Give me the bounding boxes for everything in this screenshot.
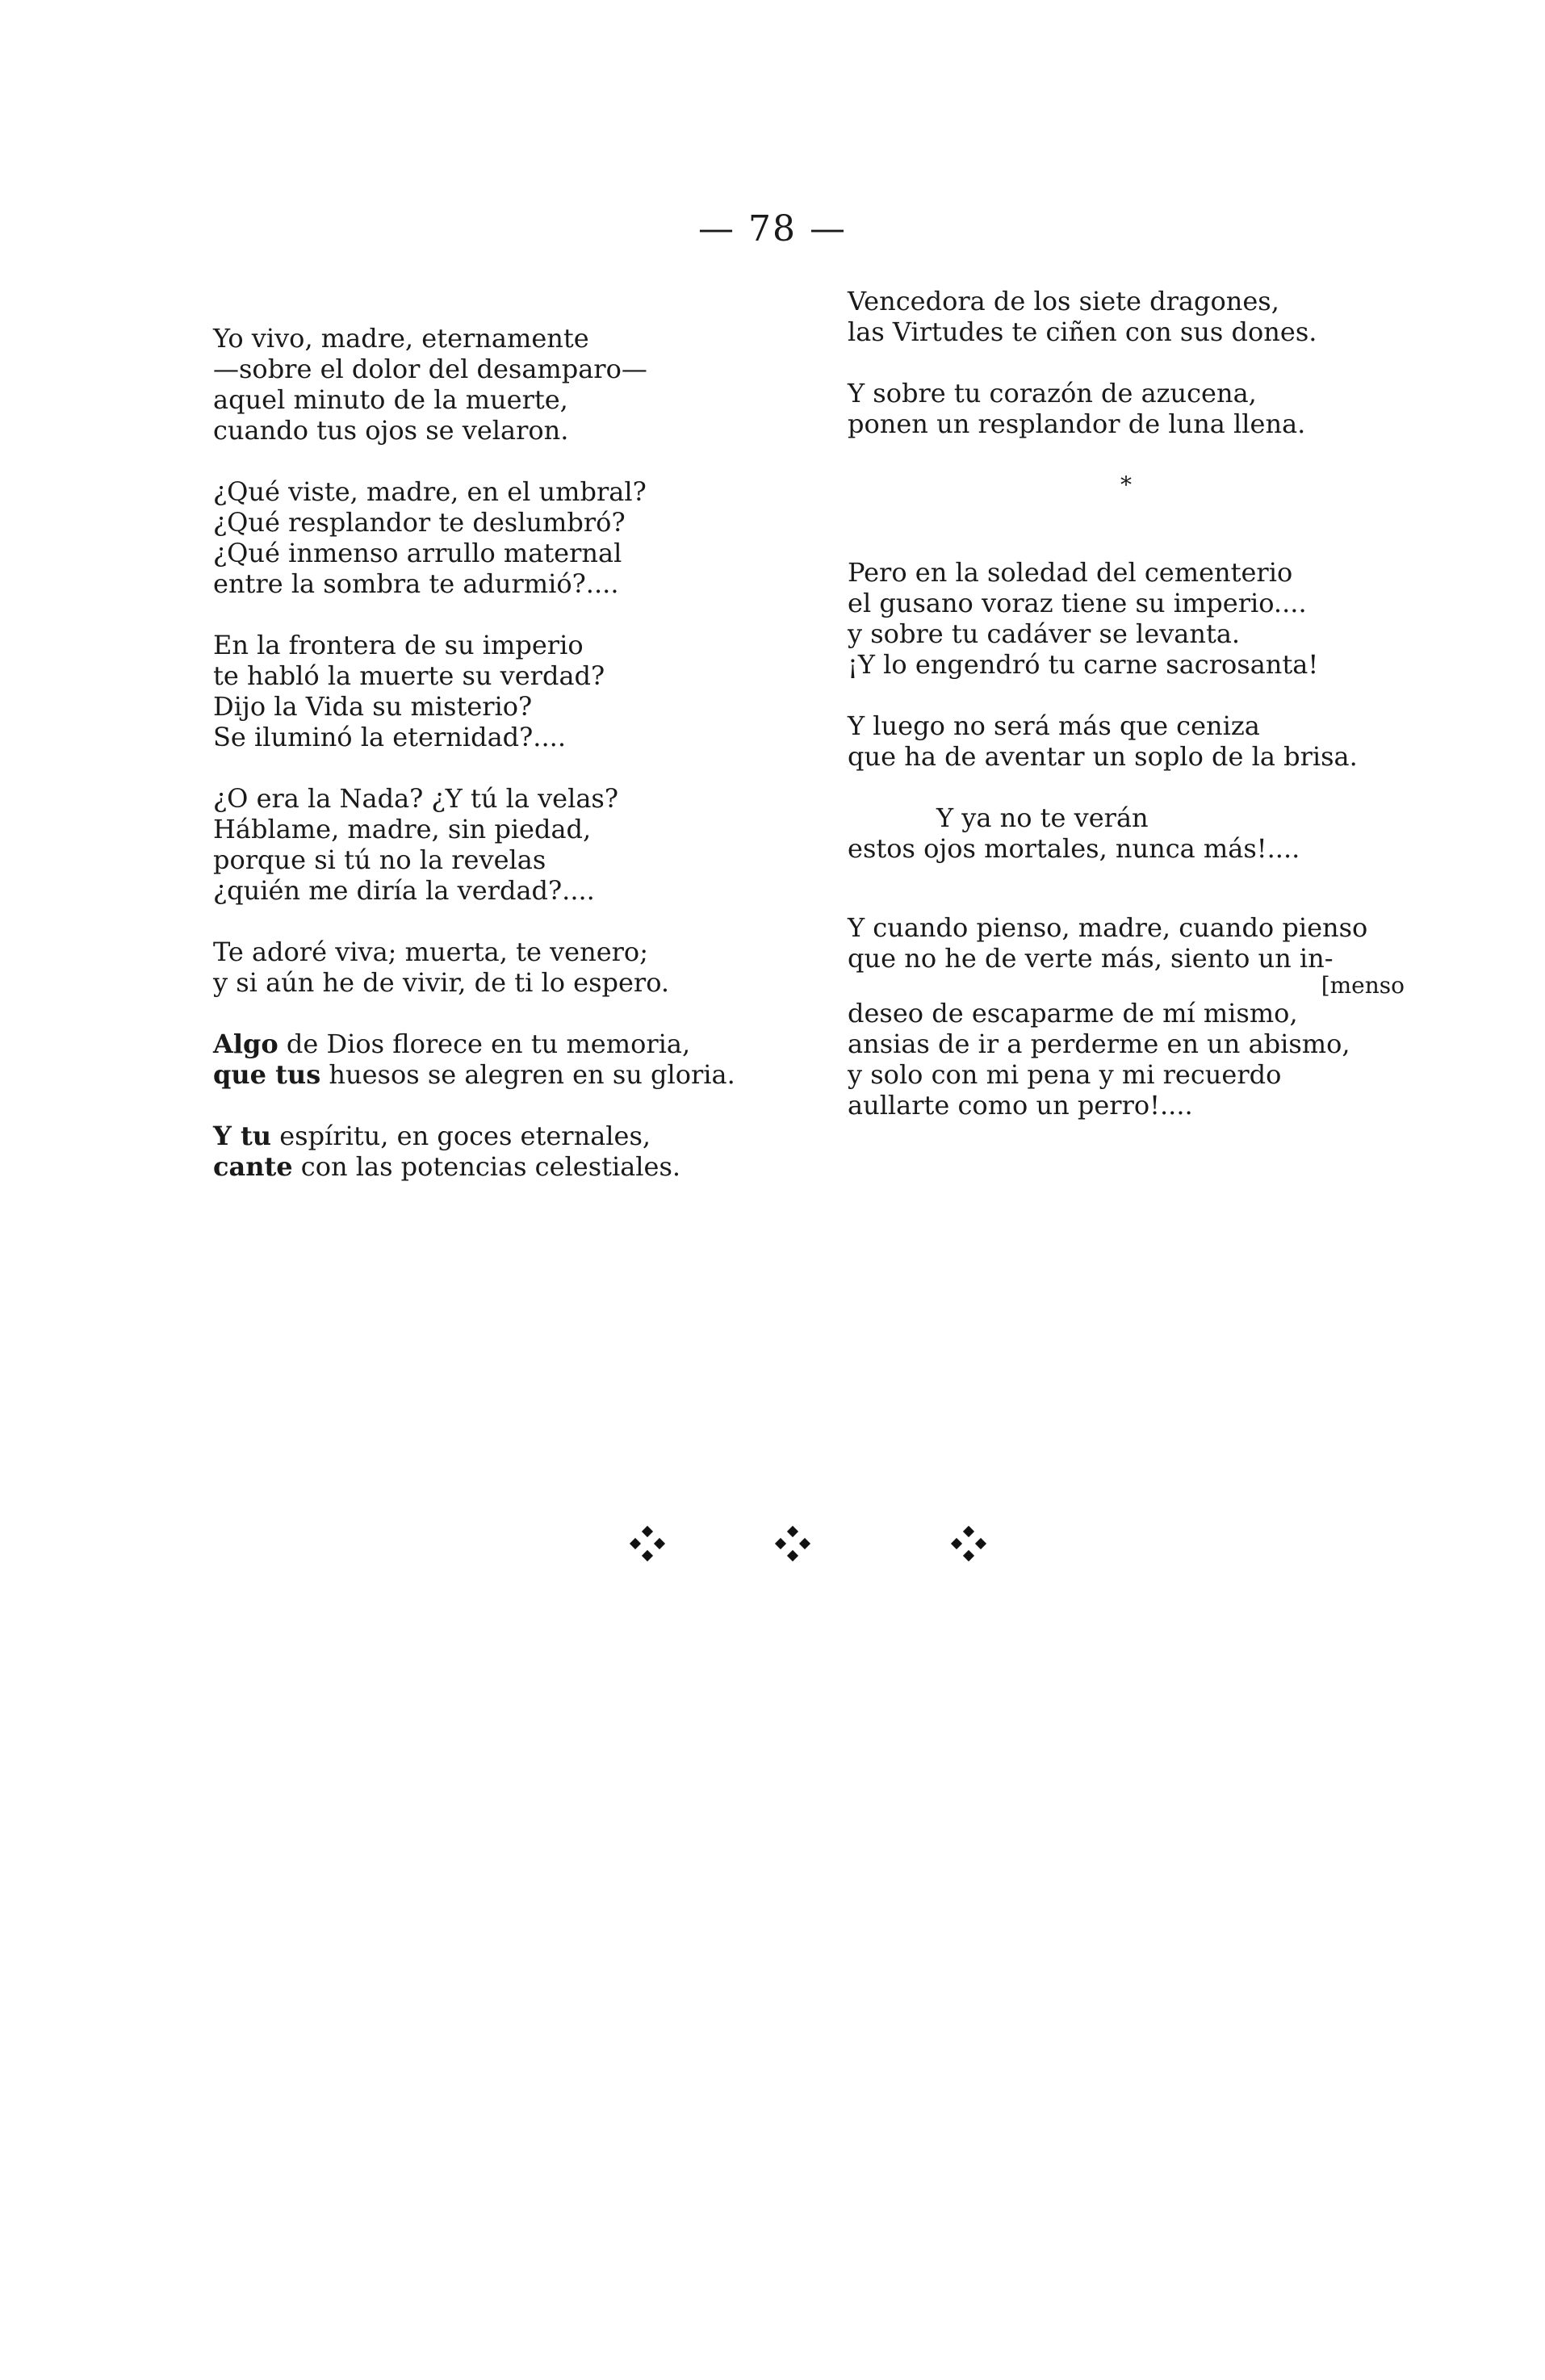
verse-bold-start: que tus	[213, 1059, 321, 1090]
stanza	[848, 286, 1413, 347]
verse-line	[213, 1059, 778, 1090]
verse-line: y si aún he de vivir, de ti lo espero.	[213, 967, 670, 998]
verse-bold-start: cante	[213, 1151, 293, 1182]
verse-line: y solo con mi pena y mi recuerdo	[848, 1059, 1282, 1090]
verse-line: deseo de escaparme de mí mismo,	[848, 998, 1298, 1029]
verse-line: Dijo la Vida su misterio?	[213, 691, 533, 722]
verse-line: estos ojos mortales, nunca más!....	[848, 833, 1300, 864]
verse-line: ¿quién me diría la verdad?....	[213, 875, 595, 906]
verse-line: Se iluminó la eternidad?....	[213, 722, 566, 752]
page-number: — 78 —	[698, 208, 847, 249]
verse-line: Y luego no será más que ceniza	[848, 710, 1260, 741]
stanza	[213, 1121, 778, 1182]
ornament-icon	[775, 1526, 810, 1561]
verse-line: entre la sombra te adurmió?....	[213, 568, 619, 599]
verse-line: Vencedora de los siete dragones,	[848, 286, 1279, 316]
stanza	[213, 783, 778, 906]
section-separator: *	[1120, 471, 1132, 498]
verse-line	[213, 1121, 778, 1151]
verse-line: Y cuando pienso, madre, cuando pienso	[848, 912, 1368, 943]
verse-line: Y ya no te verán	[936, 802, 1149, 833]
verse-line: que no he de verte más, siento un in-	[848, 943, 1334, 974]
verse-line: las Virtudes te ciñen con sus dones.	[848, 316, 1317, 347]
verse-line: aullarte como un perro!....	[848, 1090, 1193, 1121]
verse-line: el gusano voraz tiene su imperio....	[848, 588, 1307, 618]
verse-rest: espíritu, en goces eternales,	[271, 1121, 651, 1151]
verse-line: ansias de ir a perderme en un abismo,	[848, 1029, 1350, 1059]
stanza	[213, 1029, 778, 1090]
verse-line: En la frontera de su imperio	[213, 630, 584, 660]
verse-line: ¿Qué resplandor te deslumbró?	[213, 507, 626, 538]
stanza	[213, 476, 778, 599]
verse-line: que ha de aventar un soplo de la brisa.	[848, 741, 1358, 772]
left-column	[213, 323, 778, 1213]
verse-line: —sobre el dolor del desamparo—	[213, 354, 647, 384]
ornament-row	[0, 1526, 1545, 1574]
ornament-icon	[630, 1526, 665, 1561]
verse-rest: huesos se alegren en su gloria.	[320, 1059, 735, 1090]
stanza	[848, 557, 1413, 680]
verse-line: Y sobre tu corazón de azucena,	[848, 378, 1257, 409]
right-column	[848, 286, 1413, 1151]
verse-line: Pero en la soledad del cementerio	[848, 557, 1293, 588]
verse-line	[213, 1029, 778, 1059]
verse-line: Háblame, madre, sin piedad,	[213, 814, 592, 844]
stanza	[213, 323, 778, 446]
stanza	[213, 936, 778, 998]
verse-line: cuando tus ojos se velaron.	[213, 415, 569, 446]
verse-line: te habló la muerte su verdad?	[213, 660, 605, 691]
stanza	[848, 710, 1413, 772]
verse-line: aquel minuto de la muerte,	[213, 384, 568, 415]
verse-line	[213, 1151, 778, 1182]
verse-line: ¿Qué inmenso arrullo maternal	[213, 538, 622, 568]
verse-line: y sobre tu cadáver se levanta.	[848, 618, 1241, 649]
verse-rest: con las potencias celestiales.	[292, 1151, 681, 1182]
verse-line: ¡Y lo engendró tu carne sacrosanta!	[848, 649, 1319, 680]
verse-line: ¿Qué viste, madre, en el umbral?	[213, 476, 647, 507]
verse-line: Te adoré viva; muerta, te venero;	[213, 936, 648, 967]
stanza	[848, 912, 1413, 1121]
verse-bold-start: Algo	[213, 1029, 278, 1059]
verse-line: ponen un resplandor de luna llena.	[848, 409, 1306, 439]
verse-line-overflow: [menso	[1321, 972, 1405, 999]
verse-line: porque si tú no la revelas	[213, 844, 546, 875]
stanza	[848, 378, 1413, 439]
verse-line: ¿O era la Nada? ¿Y tú la velas?	[213, 783, 618, 814]
verse-line: Yo vivo, madre, eternamente	[213, 323, 589, 354]
stanza	[213, 630, 778, 752]
stanza	[848, 802, 1413, 864]
ornament-icon	[951, 1526, 986, 1561]
verse-bold-start: Y tu	[213, 1121, 272, 1151]
verse-rest: de Dios florece en tu memoria,	[278, 1029, 691, 1059]
